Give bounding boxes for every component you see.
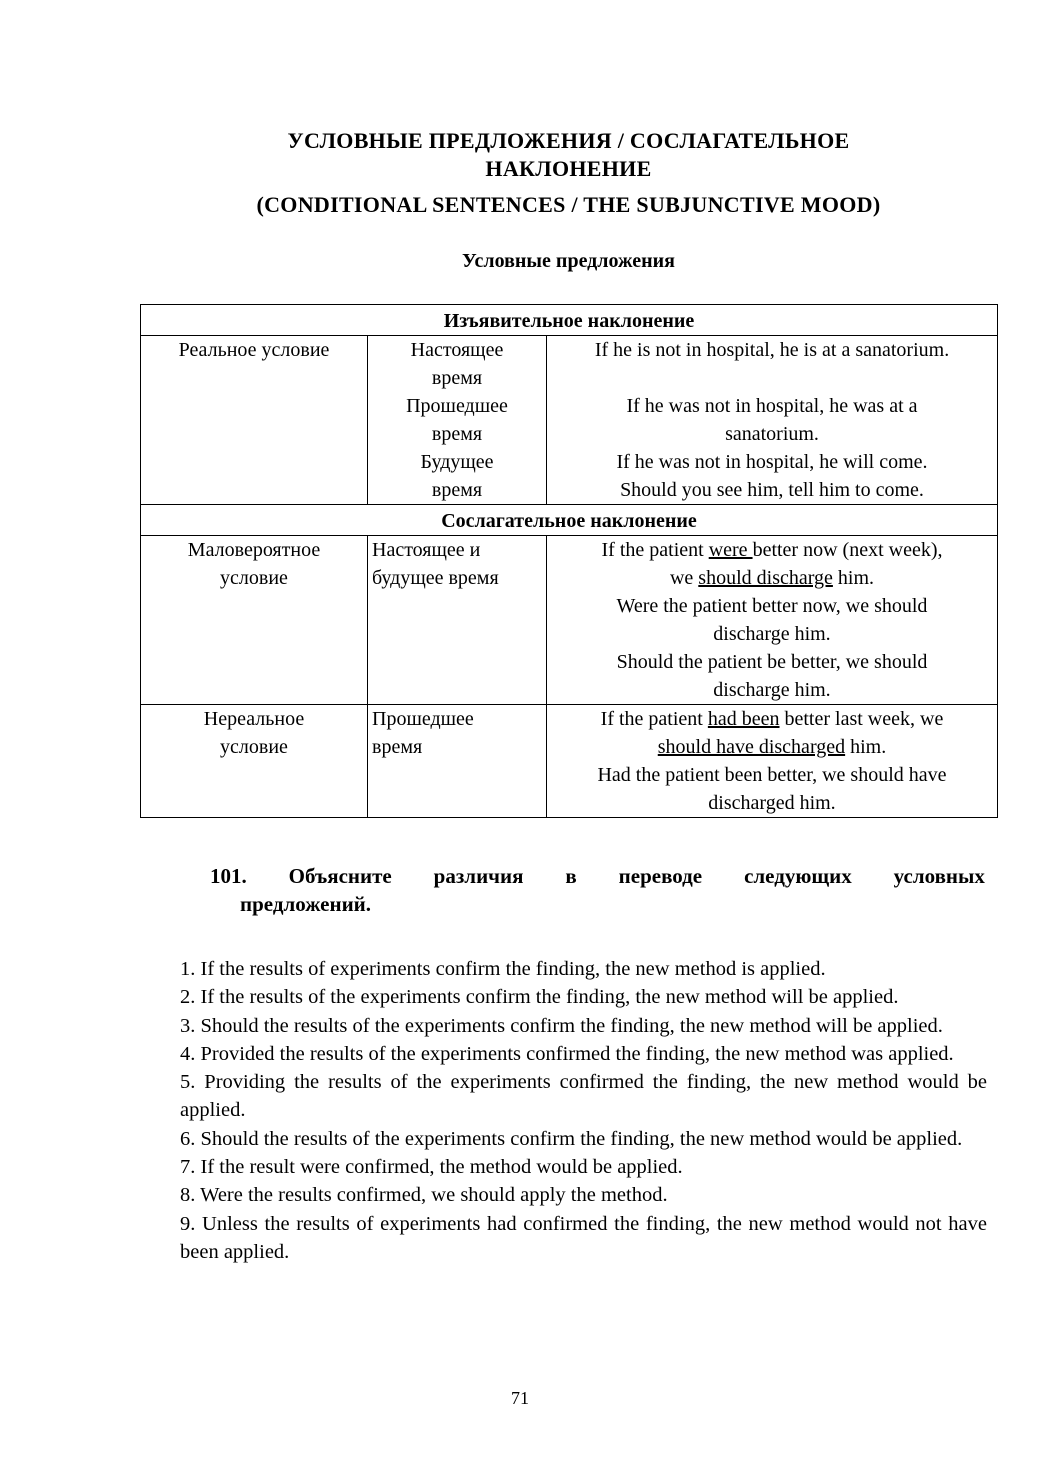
exercise-number: 101. [210,864,247,888]
table-row [141,705,998,818]
cell-text: время [372,736,423,758]
table-row [141,305,998,336]
heading-word: переводе [618,864,703,888]
unreal-tense-cell [368,705,547,818]
heading-word: различия [433,864,524,888]
cell-text: Настоящее [410,339,504,361]
unlikely-tense-cell [368,536,547,705]
subjunctive-header: Сослагательное наклонение [141,505,998,536]
unreal-condition-cell [141,705,368,818]
underlined-verb: should discharge [698,567,833,589]
sentence-item: 2. If the results of the experiments confirm the finding, the new method will be applied. [180,986,899,1009]
heading-word: в [565,864,577,888]
example-text: Were the patient better now, we should [616,595,928,617]
cell-text: Прошедшее [406,395,508,417]
cell-text: Настоящее и [372,539,481,561]
page-number: 71 [511,1388,529,1408]
example-text: Had the patient been better, we should have [597,764,947,786]
example-text: we [669,567,699,589]
title-line-2: НАКЛОНЕНИЕ [485,156,652,181]
exercise-heading [210,862,985,918]
example-line [551,536,993,564]
cell-text: время [431,479,483,501]
indicative-header: Изъявительное наклонение [141,305,998,336]
cell-text: Маловероятное [187,539,321,561]
real-condition-cell [141,336,368,505]
cell-text: время [431,367,483,389]
sentence-item: 7. If the result were confirmed, the method would be applied. [180,1156,683,1179]
example-text: If he is not in hospital, he is at a sanatorium. [594,339,950,361]
cell-text: Будущее [420,451,494,473]
sentence-item: 5. Providing the results of the experiments confirmed the finding, the new method would be applied. [180,1071,987,1122]
real-tense-cell [368,336,547,505]
heading-word: условных [893,864,985,888]
underlined-verb: were [708,539,753,561]
section-title: Условные предложения [461,250,676,272]
title-line-3: (CONDITIONAL SENTENCES / THE SUBJUNCTIVE MOOD) [256,192,881,217]
cell-text: Реальное условие [178,339,330,361]
example-text: him. [845,736,887,758]
example-text: If he was not in hospital, he was at a [626,395,918,417]
real-examples-cell [547,336,998,505]
example-text: discharge him. [713,623,831,645]
unlikely-examples-cell [547,536,998,705]
example-line [551,733,993,761]
exercise-heading-line-2: предложений. [240,892,372,916]
unreal-examples-cell [547,705,998,818]
underlined-verb: had been [707,708,780,730]
example-line [551,705,993,733]
title-line-1: УСЛОВНЫЕ ПРЕДЛОЖЕНИЯ / СОСЛАГАТЕЛЬНОЕ [287,128,850,153]
example-text: better now (next week), [752,539,943,561]
sentence-item: 9. Unless the results of experiments had confirmed the finding, the new method would not have been applied. [180,1212,987,1263]
table-row [141,505,998,536]
example-text: Should you see him, tell him to come. [620,479,924,501]
heading-word: следующих [744,864,852,888]
table-row [141,536,998,705]
sentence-item: 6. Should the results of the experiments confirm the finding, the new method would be applied. [180,1127,963,1150]
cell-text: Нереальное [203,708,305,730]
exercise-heading-line-1 [210,862,985,890]
example-text: discharged him. [708,792,836,814]
heading-word: Объясните [288,864,392,888]
example-line [551,564,993,592]
example-text: If the patient [600,708,708,730]
unlikely-condition-cell [141,536,368,705]
table-row [141,336,998,505]
page-title [140,127,997,219]
example-text: Should the patient be better, we should [616,651,928,673]
example-text: sanatorium. [725,423,819,445]
example-text: discharge him. [713,679,831,701]
example-text: If he was not in hospital, he will come. [616,451,928,473]
cell-text: условие [220,736,288,758]
cell-text: условие [220,567,288,589]
example-text: better last week, we [779,708,944,730]
cell-text: время [431,423,483,445]
example-text: If the patient [601,539,709,561]
conditionals-table [140,304,998,818]
sentence-item: 3. Should the results of the experiments confirm the finding, the new method will be applied. [180,1014,943,1037]
example-text: him. [832,567,875,589]
cell-text: Прошедшее [372,708,474,730]
sentence-item: 8. Were the results confirmed, we should apply the method. [180,1184,668,1207]
cell-text: будущее время [372,567,499,589]
sentence-item: 1. If the results of experiments confirm the finding, the new method is applied. [180,958,826,980]
exercise-sentences [180,955,987,1266]
underlined-verb: should have discharged [657,736,846,758]
sentence-item: 4. Provided the results of the experiments confirmed the finding, the new method was applied. [180,1042,954,1065]
